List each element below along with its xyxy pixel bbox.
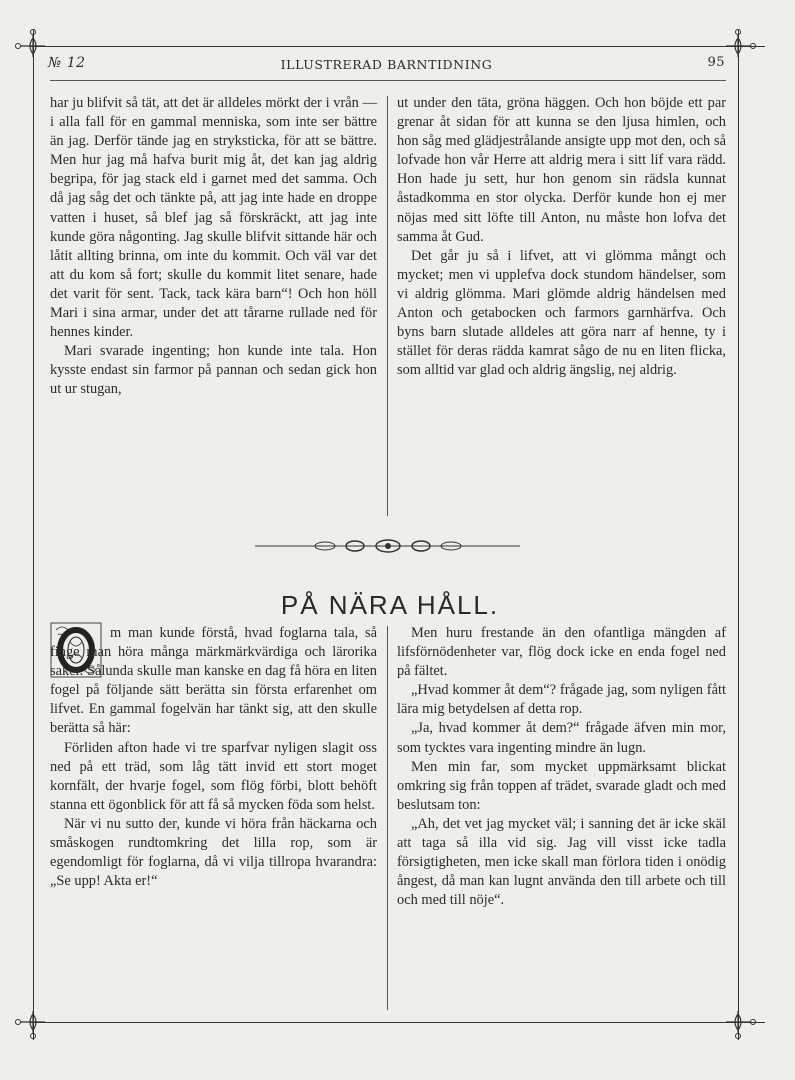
- corner-ornament-icon: [718, 1002, 758, 1042]
- article-title: PÅ NÄRA HÅLL.: [280, 590, 500, 620]
- paragraph: ut under den täta, gröna häggen. Och hon böjde ett par grenar åt sidan för att kunna se den ljusa himlen, och hon såg med glädjestrålande ansigte upp mot den, och så lofvade hon vår Herre att aldrig mera i sitt lif vara rädd. Hon hade ju sett, hur hon genom sin rädsla kunnat åstadkomma en stor olycka. Derför kunde hon ej mer nöjas med sitt löfte till Anton, nu måste hon lofva det samma åt Gud.: [397, 95, 726, 245]
- article-column-right: [397, 624, 726, 910]
- paragraph: När vi nu sutto der, kunde vi höra från häckarna och småskogen rundtomkring det lilla rop, som är egendomligt för foglarna, då vi vilja tillropa hvarandra: „Se upp! Akta er!“: [50, 815, 377, 890]
- corner-ornament-icon: [13, 26, 53, 66]
- paragraph: Det går ju så i lifvet, att vi glömma mångt och mycket; men vi upplefva dock stundom händelser, som vi aldrig glömma. Mari glömde aldrig händelsen med Anton och getabocken och farmors garnhärfva. Och byns barn slutade alldeles att göra narr af henne, ty i stället för deras rädda kamrat sågo de nu en liten flicka, som alltid var glad och aldrig ängslig, nej aldrig.: [397, 247, 726, 379]
- story-column-right: [397, 94, 726, 380]
- corner-ornament-icon: [13, 1002, 53, 1042]
- paragraph: har ju blifvit så tät, att det är alldeles mörkt der i vrån — i alla fall för en gammal menniska, som inte ser bättre än jag. Derför tände jag en stryksticka, för att se bättre. Men hur jag må hafva burit mig åt, det kan jag aldrig begripa, för jag stack eld i garnet med det samma. Och då jag såg det och tänkte på, att jag inte hade en droppe vatten i huset, så blef jag så förskräckt, att jag inte kunde göra någonting. Jag skulle blifvit sittande här och låtit allting brinna, om inte du kommit. Och väl var det att du kom så fort; skulle du kommit litet senare, hade det varit för sent. Tack, tack kära barn“! Och hon höll Mari i sina armar, under det att tårarne rullade ned för hennes kinder.: [50, 95, 377, 341]
- issue-number: № 12: [48, 55, 86, 71]
- article-column-left: [50, 624, 377, 891]
- running-header: [48, 55, 725, 77]
- column-separator: [387, 626, 388, 1010]
- page-number: 95: [707, 55, 725, 70]
- paragraph: Men min far, som mycket uppmärksamt blickat omkring sig från toppen af trädet, svarade gladt och med beslutsam ton:: [397, 758, 726, 813]
- column-separator: [387, 96, 388, 516]
- paragraph: Mari svarade ingenting; hon kunde inte tala. Hon kysste endast sin farmor på pannan och sedan gick hon ut ur stugan,: [50, 343, 377, 398]
- paragraph: „Ah, det vet jag mycket väl; i sanning det är icke skäl att taga så illa vid sig. Jag vill visst icke tadla försigtigheten, men icke skall man förlora tiden i onödig ångest, då man kan lugnt använda den till arbete och till och med till nöje“.: [397, 815, 726, 909]
- paragraph: „Ja, hvad kommer åt dem?“ frågade äfven min mor, som tycktes vara ingenting mindre än lugn.: [397, 720, 726, 756]
- paragraph: „Hvad kommer åt dem“? frågade jag, som nyligen fått lära mig betydelsen af detta rop.: [397, 682, 726, 718]
- ornamental-divider-icon: [255, 538, 520, 554]
- story-column-left: [50, 94, 377, 400]
- paragraph: m man kunde förstå, hvad foglarna tala, så finge man höra många märkmärkvärdiga och lärorika saker. Sålunda skulle man kanske en dag få höra en liten fogel på följande sätt berätta sin första erfarenhet om lifvet. En gammal fogelvän har tänkt sig, att den skulle berätta så här:: [50, 625, 377, 737]
- paragraph: Men huru frestande än den ofantliga mängden af lifsförnödenheter var, flög dock icke en enda fogel ned på fältet.: [397, 625, 726, 680]
- paragraph: Förliden afton hade vi tre sparfvar nyligen slagit oss ned på ett träd, som låg tätt invid ett stort moget kornfält, der hvarje fogel, som flög förbi, blott behöft stanna ett ögonblick för att få så mycken föda som helst.: [50, 739, 377, 813]
- publication-title: ILLUSTRERAD BARNTIDNING: [280, 57, 493, 72]
